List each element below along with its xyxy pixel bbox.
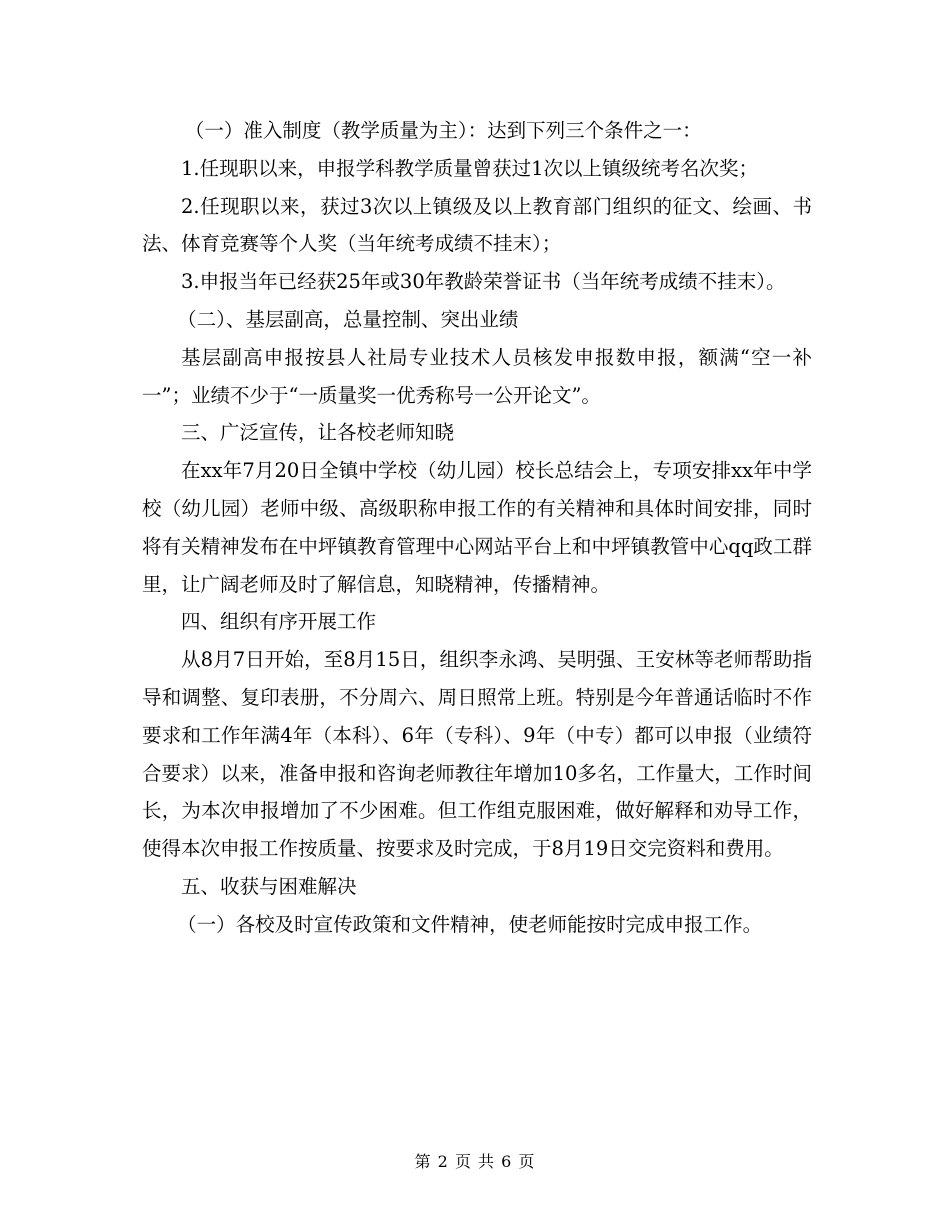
section-heading-publicity: 三、广泛宣传，让各校老师知晓	[181, 421, 455, 445]
paragraph-admission-system: （一）准入制度（教学质量为主）：达到下列三个条件之一：	[184, 119, 702, 142]
paragraph-condition-1: 1.任现职以来，申报学科教学质量曾获过1次以上镇级统考名次奖；	[181, 156, 759, 180]
paragraph-senior-title-body: 基层副高申报按县人社局专业技术人员核发申报数申报，额满“空一补一”；业绩不少于“一质量奖一优秀称号一公开论文”。	[142, 345, 812, 407]
page-footer: 第 2 页 共 6 页	[414, 1152, 536, 1171]
paragraph-condition-3: 3.申报当年已经获25年或30年教龄荣誉证书（当年统考成绩不挂末）。	[181, 270, 786, 294]
paragraph-publicity-body: 在xx年7月20日全镇中学校（幼儿园）校长总结会上，专项安排xx年中学校（幼儿园）老师中级、高级职称申报工作的有关精神和具体时间安排，同时将有关精神发布在中坪镇教育管理中心网站平台上和中坪镇教管中心qq政工群里，让广阔老师及时了解信息，知晓精神，传播精神。	[142, 459, 812, 596]
paragraph-organization-body: 从8月7日开始，至8月15日，组织李永鸿、吴明强、王安林等老师帮助指导和调整、复印表册，不分周六、周日照常上班。特别是今年普通话临时不作要求和工作年满4年（本科）、6年（专科）、9年（中专）都可以申报（业绩符合要求）以来，准备申报和咨询老师教往年增加10多名，工作量大，工作时间长，为本次申报增加了不少困难。但工作组克服困难，做好解释和劝导工作，使得本次申报工作按质量、按要求及时完成，于8月19日交完资料和费用。	[142, 648, 812, 861]
section-heading-results: 五、收获与困难解决	[181, 874, 357, 898]
paragraph-results-body: （一）各校及时宣传政策和文件精神，使老师能按时完成申报工作。	[177, 912, 763, 936]
paragraph-senior-title-heading: （二）、基层副高，总量控制、突出业绩	[177, 307, 519, 331]
paragraph-condition-2: 2.任现职以来，获过3次以上镇级及以上教育部门组织的征文、绘画、书法、体育竞赛等个人奖（当年统考成绩不挂末）；	[142, 194, 812, 256]
document-body	[142, 112, 812, 944]
section-heading-organization: 四、组织有序开展工作	[181, 610, 377, 634]
